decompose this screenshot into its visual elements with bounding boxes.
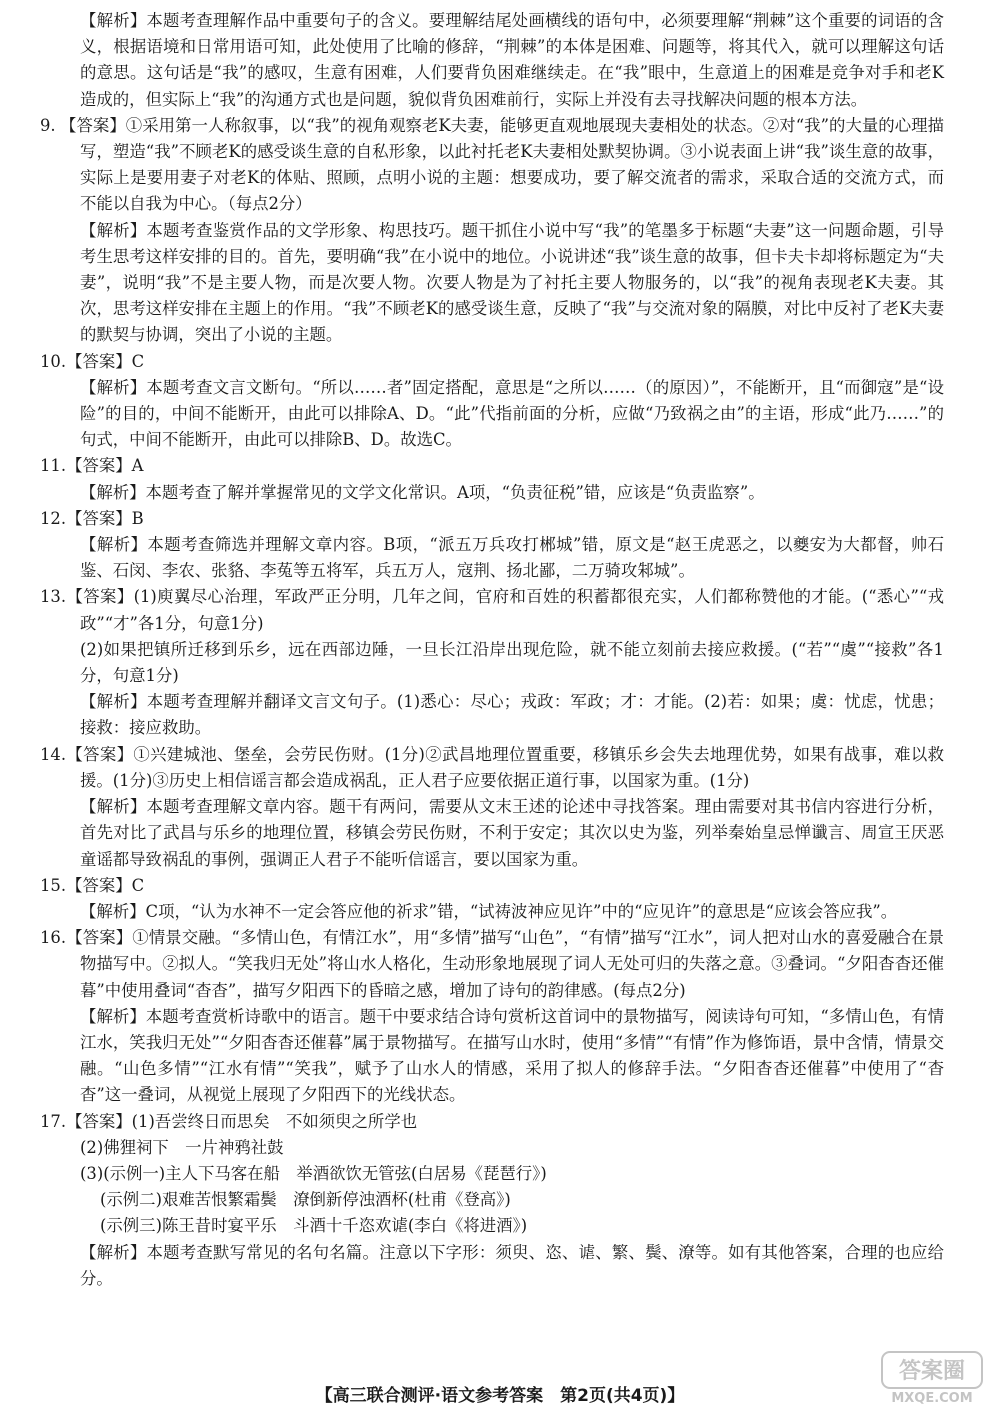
q15-analysis: 【解析】C项，“认为水神不一定会答应他的祈求”错，“试祷波神应见许”中的“应见许”的意思是“应该会答应我”。	[80, 901, 898, 921]
question-15	[40, 873, 944, 925]
q11-analysis: 【解析】本题考查了解并掌握常见的文学文化常识。A项，“负责征税”错，应该是“负责监察”。	[80, 482, 765, 502]
q9-answer: 9. 【答案】①采用第一人称叙事，以“我”的视角观察老K夫妻，能够更直观地展现夫妻相处的状态。②对“我”的大量的心理描写，塑造“我”不顾老K的感受谈生意的自私形象，以此衬托老K夫妻相处默契协调。③小说表面上讲“我”谈生意的故事，实际上是要用妻子对老K的体贴、照顾，点明小说的主题：想要成功，要了解交流者的需求，采取合适的交流方式，而不能以自我为中心。（每点2分）	[40, 115, 944, 214]
q10-answer	[40, 349, 944, 375]
question-9	[40, 113, 944, 349]
page-content	[40, 8, 944, 1292]
q17-answer-4: (示例二)艰难苦恨繁霜鬓 潦倒新停浊酒杯(杜甫《登高》)	[100, 1190, 511, 1210]
q11-answer-text: 【答案】A	[66, 456, 144, 476]
logo-domain-text: MXQE.COM	[891, 1391, 973, 1406]
q11-number: 11.	[40, 456, 67, 476]
q15-number: 15.	[40, 875, 67, 895]
site-logo	[880, 1348, 984, 1406]
q13-answer-1	[40, 584, 944, 636]
page-footer: 【高三联合测评·语文参考答案 第2页(共4页)】	[315, 1386, 685, 1406]
q15-answer	[40, 873, 944, 899]
question-10	[40, 349, 944, 454]
q11-answer	[40, 453, 944, 479]
q17-answer-1	[40, 1109, 944, 1135]
q17-answer-2: (2)佛狸祠下 一片神鸦社鼓	[80, 1137, 284, 1157]
logo-mark-text: 答案圈	[898, 1359, 966, 1384]
q13-number: 13.	[40, 587, 67, 607]
q14-number: 14.	[40, 744, 67, 764]
question-17	[40, 1109, 944, 1292]
q12-number: 12.	[40, 508, 67, 528]
q17-answer-text-1: 【答案】(1)吾尝终日而思矣 不如须臾之所学也	[66, 1111, 418, 1131]
q17-answer-5: (示例三)陈王昔时宴平乐 斗酒十千恣欢谑(李白《将进酒》)	[100, 1216, 528, 1236]
q14-analysis: 【解析】本题考查理解文章内容。题干有两问，需要从文末王述的论述中寻找答案。理由需要对其书信内容进行分析，首先对比了武昌与乐乡的地理位置，移镇会劳民伤财，不利于安定；其次以史为鉴，列举秦始皇忌惮谶言、周宣王厌恶童谣都导致祸乱的事例，强调正人君子不能听信谣言，要以国家为重。	[80, 797, 944, 869]
question-16	[40, 925, 944, 1108]
q12-analysis: 【解析】本题考查筛选并理解文章内容。B项，“派五万兵攻打郴城”错，原文是“赵王虎恶之，以夔安为大都督，帅石鉴、石闵、李农、张貉、李菟等五将军，兵五万人，寇荆、扬北鄙，二万骑攻邾城”。	[80, 535, 944, 581]
question-12	[40, 506, 944, 585]
q17-answer-3: (3)(示例一)主人下马客在船 举酒欲饮无管弦(白居易《琵琶行》)	[80, 1163, 547, 1183]
q14-answer	[40, 742, 944, 794]
q14-answer-text: 【答案】①兴建城池、堡垒，会劳民伤财。(1分)②武昌地理位置重要，移镇乐乡会失去地理优势，如果有战事，难以救援。(1分)③历史上相信谣言都会造成祸乱，正人君子应要依据正道行事，以国家为重。(1分)	[66, 744, 944, 790]
q17-number: 17.	[40, 1111, 67, 1131]
q8-analysis: 【解析】本题考查理解作品中重要句子的含义。要理解结尾处画横线的语句中，必须要理解“荆棘”这个重要的词语的含义，根据语境和日常用语可知，此处使用了比喻的修辞，“荆棘”的本体是困难、问题等，将其代入，就可以理解这句话的意思。这句话是“我”的感叹，生意有困难，人们要背负困难继续走。在“我”眼中，生意道上的困难是竞争对手和老K造成的，但实际上“我”的沟通方式也是问题，貌似背负困难前行，实际上并没有去寻找解决问题的根本方法。	[80, 11, 944, 109]
q17-analysis: 【解析】本题考查默写常见的名句名篇。注意以下字形：须臾、恣、谑、繁、鬓、潦等。如有其他答案，合理的也应给分。	[80, 1242, 944, 1288]
q16-answer-text: 【答案】①情景交融。“多情山色，有情江水”，用“多情”描写“山色”，“有情”描写“江水”，词人把对山水的喜爱融合在景物描写中。②拟人。“笑我归无处”将山水人格化，生动形象地展现了词人无处可归的失落之意。③叠词。“夕阳杳杳还催暮”中使用叠词“杳杳”，描写夕阳西下的昏暗之感，增加了诗句的韵律感。(每点2分)	[66, 928, 944, 1000]
q9-analysis: 【解析】本题考查鉴赏作品的文学形象、构思技巧。题干抓住小说中写“我”的笔墨多于标题“夫妻”这一问题命题，引导考生思考这样安排的目的。首先，要明确“我”在小说中的地位。小说讲述“我”谈生意的故事，但卡夫卡却将标题定为“夫妻”，说明“我”不是主要人物，而是次要人物。次要人物是为了衬托主要人物服务的，以“我”的视角表现老K夫妻。其次，思考这样安排在主题上的作用。“我”不顾老K的感受谈生意，反映了“我”与交流对象的隔膜，对比中反衬了老K夫妻的默契与协调，突出了小说的主题。	[80, 220, 944, 345]
question-13	[40, 584, 944, 741]
q9-answer-text: 【答案】①采用第一人称叙事，以“我”的视角观察老K夫妻，能够更直观地展现夫妻相处的状态。②对“我”的大量的心理描写，塑造“我”不顾老K的感受谈生意的自私形象，以此衬托老K夫妻相处默契协调。③小说表面上讲“我”谈生意的故事，实际上是要用妻子对老K的体贴、照顾，点明小说的主题：想要成功，要了解交流者的需求，采取合适的交流方式，而不能以自我为中心。（每点2分）	[60, 115, 944, 214]
question-11	[40, 453, 944, 505]
q16-number: 16.	[40, 928, 67, 948]
q10-answer-text: 【答案】C	[66, 351, 145, 371]
q13-analysis: 【解析】本题考查理解并翻译文言文句子。(1)悉心：尽心；戎政：军政；才：才能。(2)若：如果；虞：忧虑，忧患；接救：接应救助。	[80, 692, 944, 738]
question-14	[40, 742, 944, 873]
q10-analysis: 【解析】本题考查文言文断句。“所以……者”固定搭配，意思是“之所以……（的原因）”，不能断开，且“而御寇”是“设险”的目的，中间不能断开，由此可以排除A、D。“此”代指前面的分析，应做“乃致祸之由”的主语，形成“此乃……”的句式，中间不能断开，由此可以排除B、D。故选C。	[80, 377, 944, 450]
q16-answer	[40, 925, 944, 1004]
q13-answer-text-1: 【答案】(1)庾翼尽心治理，军政严正分明，几年之间，官府和百姓的积蓄都很充实，人们都称赞他的才能。(“悉心”“戎政”“才”各1分，句意1分)	[66, 587, 944, 633]
q12-answer	[40, 506, 944, 532]
q16-analysis: 【解析】本题考查赏析诗歌中的语言。题干中要求结合诗句赏析这首词中的景物描写，阅读诗句可知，“多情山色，有情江水，笑我归无处”“夕阳杳杳还催暮”属于景物描写。在描写山水时，使用“多情”“有情”作为修饰语，景中含情，情景交融。“山色多情”“江水有情”“笑我”，赋予了山水人的情感，采用了拟人的修辞手法。“夕阳杳杳还催暮”中使用了“杳杳”这一叠词，从视觉上展现了夕阳西下的光线状态。	[80, 1006, 944, 1105]
q10-number: 10.	[40, 351, 67, 371]
q12-answer-text: 【答案】B	[66, 508, 144, 528]
q15-answer-text: 【答案】C	[66, 875, 145, 895]
q13-answer-2: (2)如果把镇所迁移到乐乡，远在西部边陲，一旦长江沿岸出现危险，就不能立刻前去接应救援。(“若”“虞”“接救”各1分，句意1分)	[80, 639, 944, 686]
